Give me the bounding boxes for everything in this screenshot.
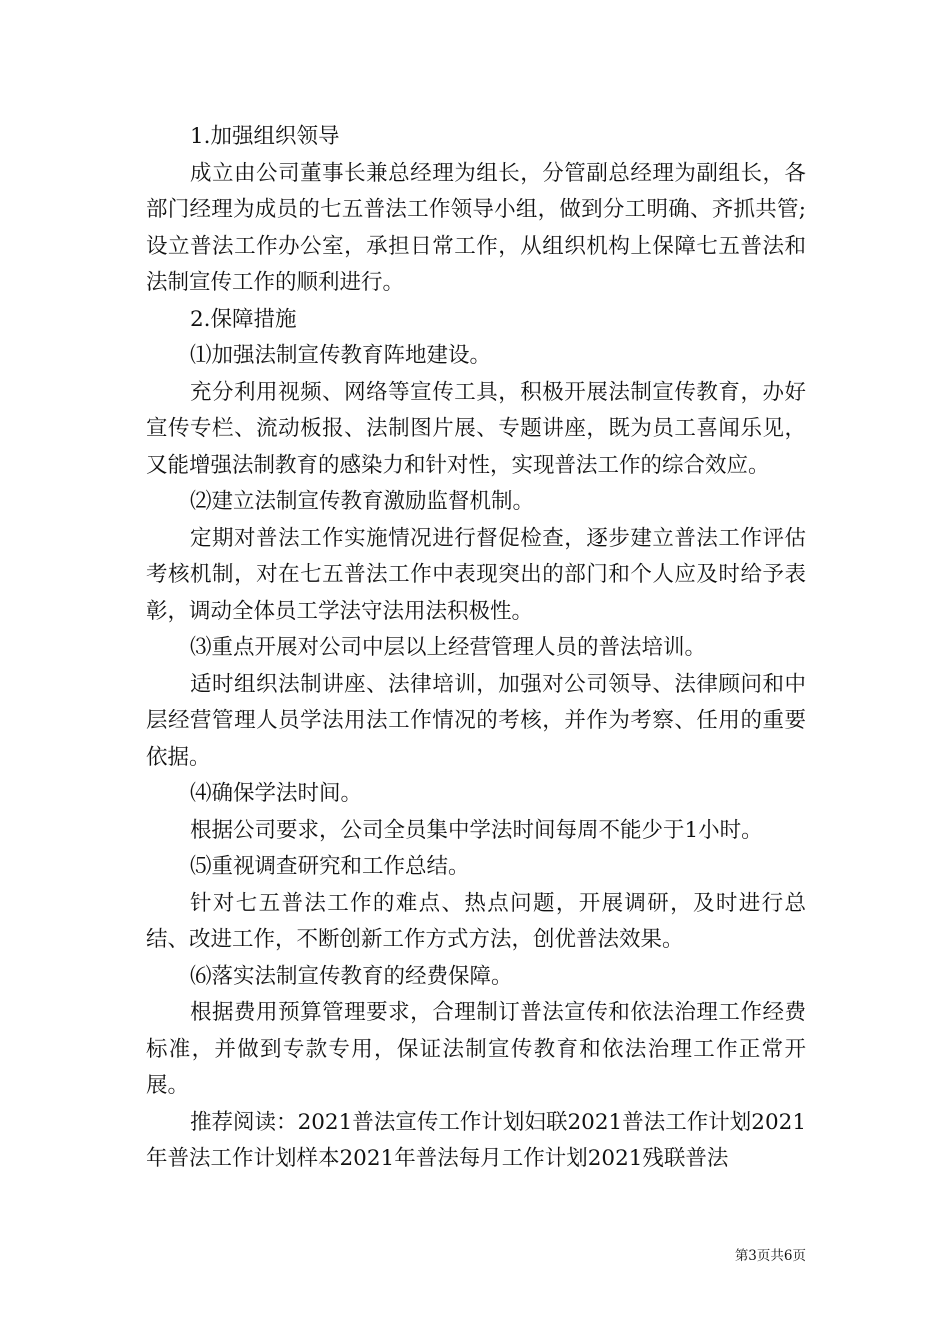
subheading-measure-1: ⑴加强法制宣传教育阵地建设。 (190, 343, 492, 368)
document-body (146, 119, 806, 1178)
paragraph-leadership-group: 成立由公司董事长兼总经理为组长，分管副总经理为副组长，各部门经理为成员的七五普法工作领导小组，做到分工明确、齐抓共管;设立普法工作办公室，承担日常工作，从组织机构上保障七五普法和法制宣传工作的顺利进行。 (146, 160, 806, 295)
subheading-measure-6: ⑹落实法制宣传教育的经费保障。 (190, 963, 513, 989)
subheading-measure-2: ⑵建立法制宣传教育激励监督机制。 (190, 489, 535, 514)
paragraph-measure-6: 根据费用预算管理要求，合理制订普法宣传和依法治理工作经费标准，并做到专款专用，保证法制宣传教育和依法治理工作正常开展。 (146, 1000, 806, 1098)
subheading-measure-5: ⑸重视调查研究和工作总结。 (190, 854, 470, 879)
subheading-measure-4: ⑷确保学法时间。 (190, 781, 363, 806)
paragraph-measure-2: 定期对普法工作实施情况进行督促检查，逐步建立普法工作评估考核机制，对在七五普法工作中表现突出的部门和个人应及时给予表彰，调动全体员工学法守法用法积极性。 (146, 525, 806, 624)
subheading-measure-3: ⑶重点开展对公司中层以上经营管理人员的普法培训。 (190, 635, 707, 660)
heading-organization-leadership: 1.加强组织领导 (190, 124, 340, 149)
paragraph-measure-4: 根据公司要求，公司全员集中学法时间每周不能少于1小时。 (190, 817, 763, 843)
paragraph-measure-5: 针对七五普法工作的难点、热点问题，开展调研，及时进行总结、改进工作，不断创新工作方式方法，创优普法效果。 (146, 890, 806, 952)
recommended-reading: 推荐阅读：2021普法宣传工作计划妇联2021普法工作计划2021年普法工作计划样本2021年普法每月工作计划2021残联普法 (146, 1109, 806, 1171)
paragraph-measure-3: 适时组织法制讲座、法律培训，加强对公司领导、法律顾问和中层经营管理人员学法用法工作情况的考核，并作为考察、任用的重要依据。 (146, 671, 806, 770)
paragraph-measure-1: 充分利用视频、网络等宣传工具，积极开展法制宣传教育，办好宣传专栏、流动板报、法制图片展、专题讲座，既为员工喜闻乐见，又能增强法制教育的感染力和针对性，实现普法工作的综合效应。 (146, 379, 806, 478)
page-number: 第3页共6页 (734, 1248, 806, 1264)
heading-safeguard-measures: 2.保障措施 (190, 306, 297, 332)
